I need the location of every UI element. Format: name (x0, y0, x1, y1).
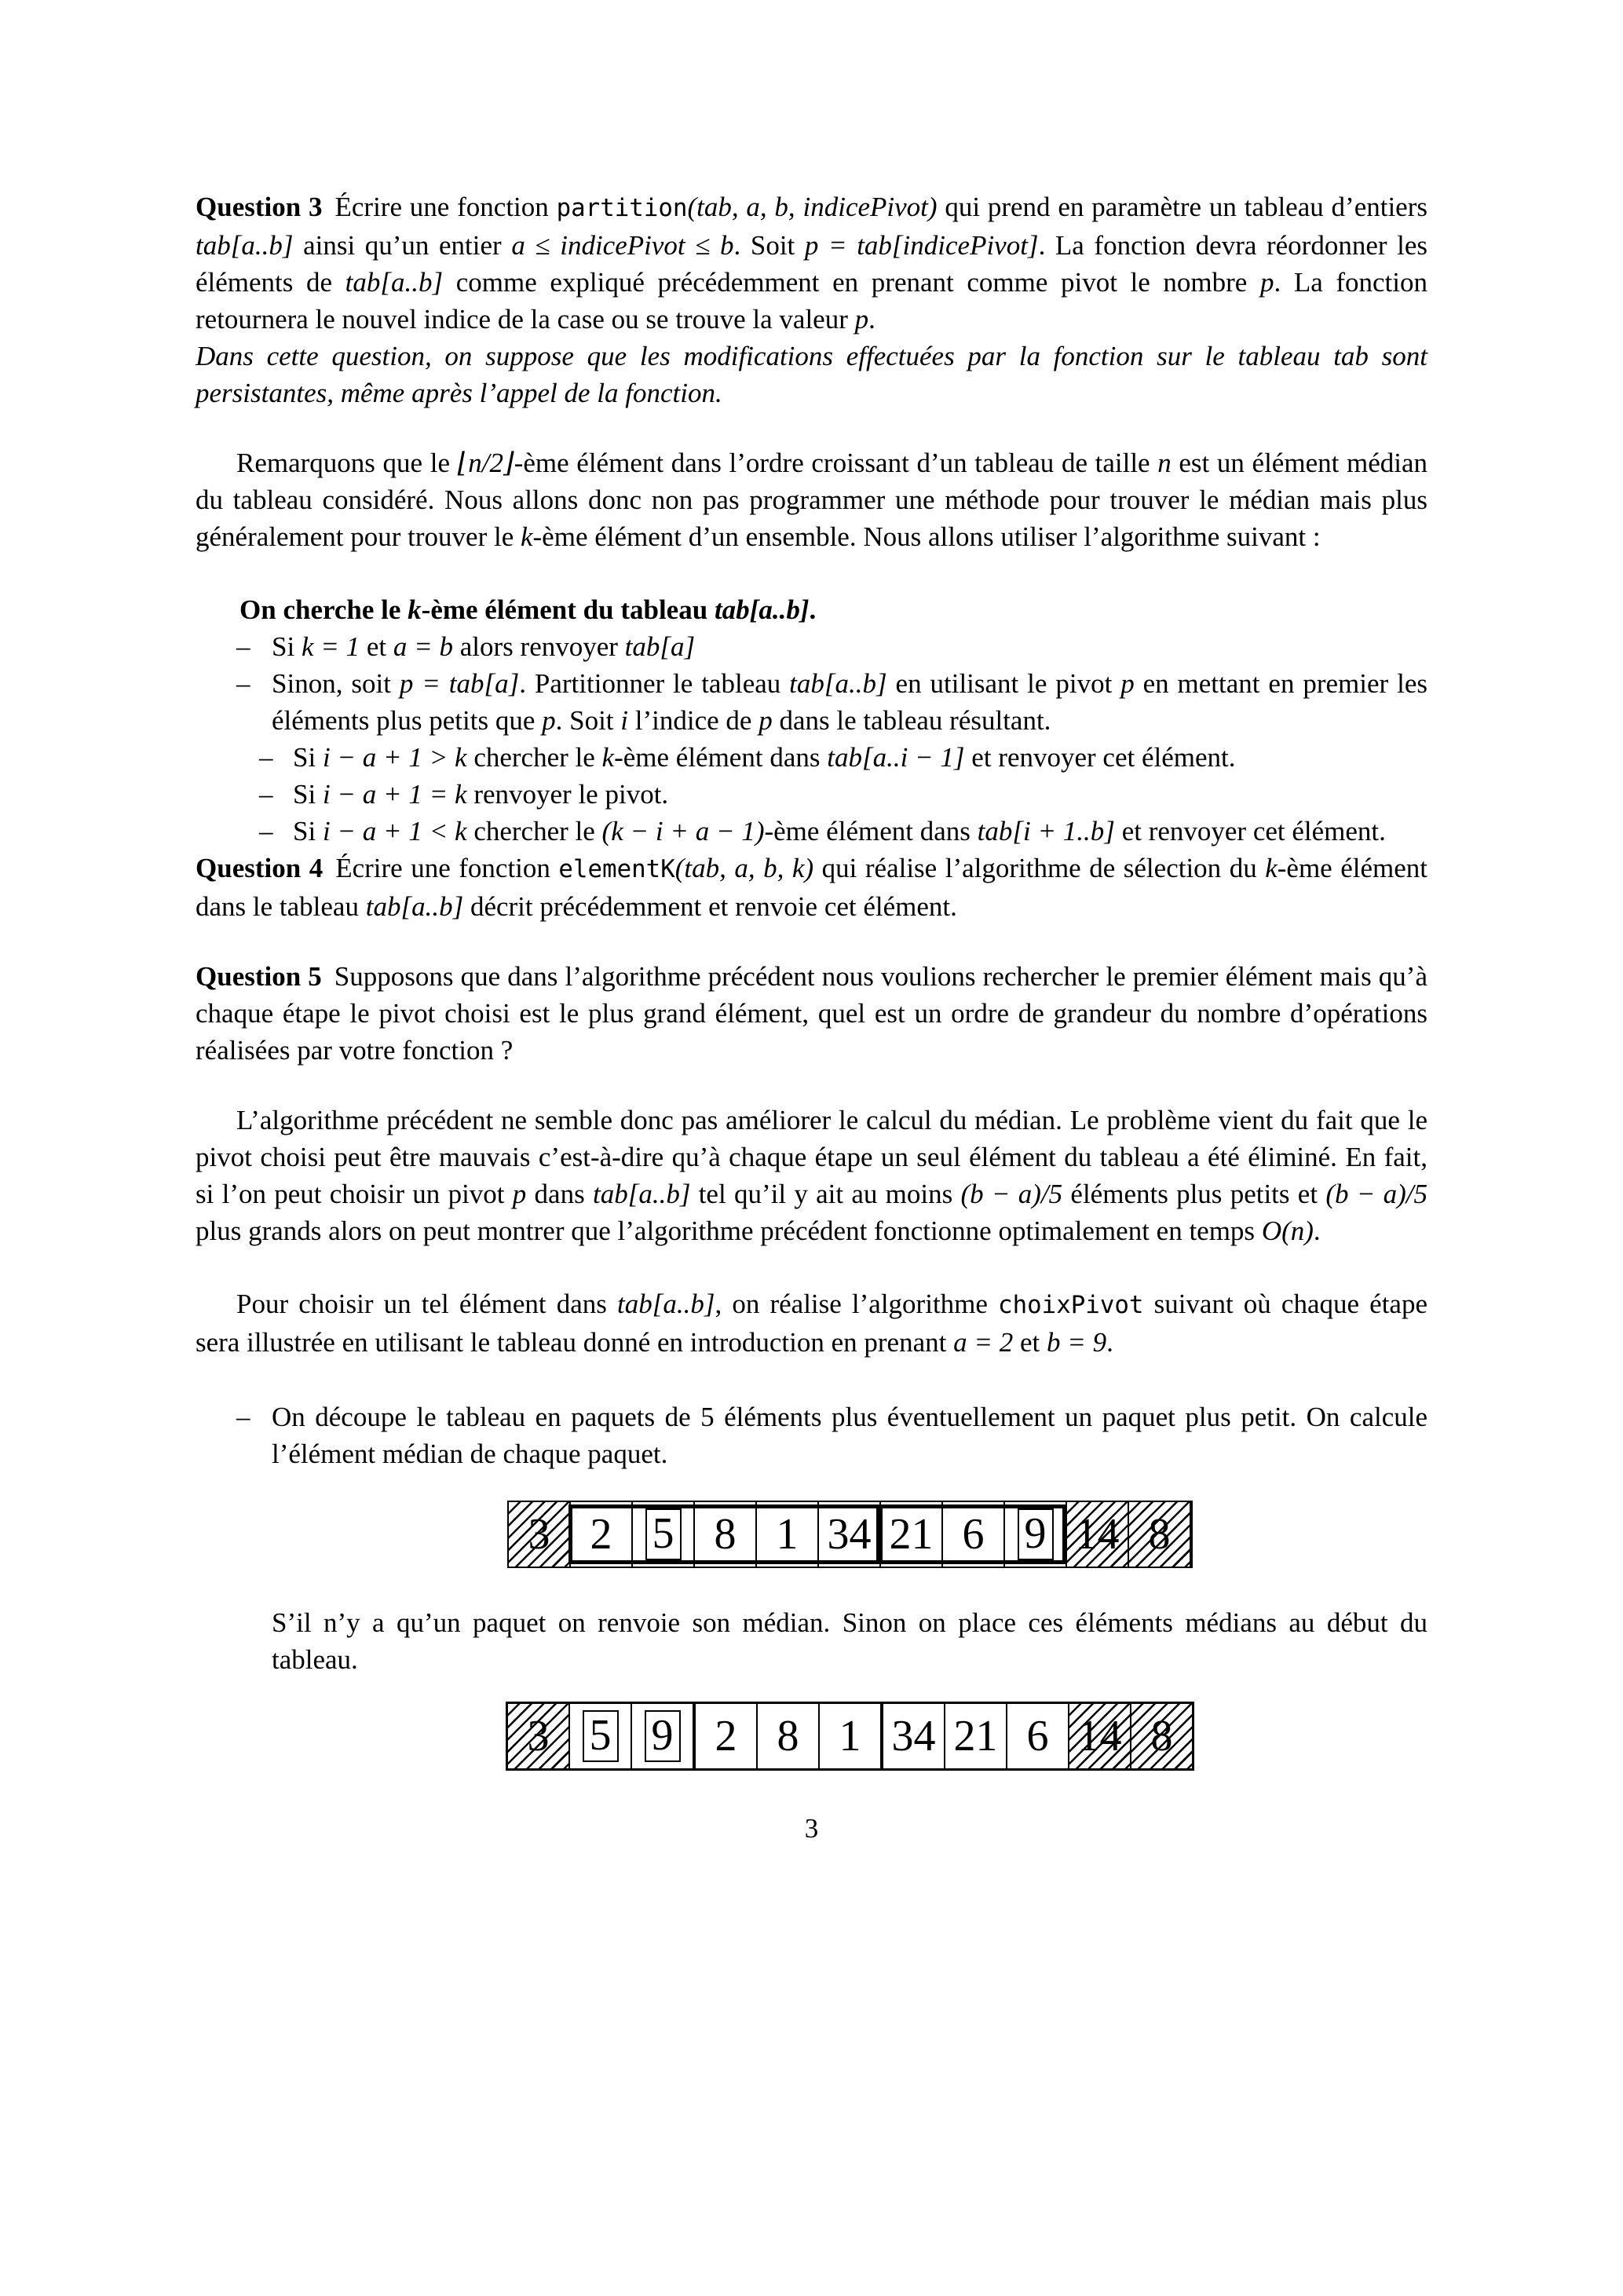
cell-value-boxed: 5 (583, 1710, 619, 1762)
text-segment: tab[a..b] (592, 1179, 691, 1209)
text-segment: Sinon, soit (272, 668, 400, 699)
text-segment: comme expliqué précédemment en prenant comme pivot le nombre (443, 267, 1260, 298)
text-segment: On cherche le (239, 594, 408, 625)
question-5-label (196, 961, 322, 992)
table-cell (570, 1704, 632, 1768)
table-cell-hatched (1131, 1704, 1192, 1768)
text-segment: et (1013, 1327, 1047, 1358)
text-segment: p (512, 1179, 527, 1209)
dash-marker: – (236, 668, 250, 699)
text-segment: en utilisant le pivot (886, 668, 1121, 699)
text-segment: ainsi qu’un entier (293, 230, 512, 261)
table-cell-hatched (1067, 1502, 1129, 1567)
figure-1-table (507, 1501, 1193, 1568)
text-segment: . La fonction devra réordonner les éléments de (196, 230, 1428, 298)
text-segment: qui prend en paramètre un tableau d’entiers (937, 192, 1427, 222)
algorithm-heading (196, 591, 1427, 628)
text-segment: p (854, 304, 869, 335)
table-cell (945, 1704, 1007, 1768)
text-segment: renvoyer le pivot. (466, 779, 669, 810)
text-segment: O(n) (1261, 1216, 1314, 1246)
algorithm-step-1 (196, 628, 1427, 665)
text-segment: p (1120, 668, 1135, 699)
cell-value: 8 (777, 1712, 799, 1760)
cell-value: 34 (827, 1510, 872, 1559)
algorithm-step-2a-text (293, 742, 1236, 773)
decoupe-list-item (196, 1398, 1427, 1472)
decoupe-list-item-text (272, 1402, 1427, 1469)
text-segment: p (758, 705, 773, 736)
text-segment: b = 9 (1047, 1327, 1107, 1358)
text-segment: (k − i + a − 1) (601, 816, 765, 846)
text-segment: Question 5 (196, 961, 322, 992)
text-segment: alors renvoyer (453, 631, 625, 662)
table-cell (695, 1502, 757, 1567)
dash-marker: – (236, 1402, 250, 1432)
text-segment: Écrire une fonction (335, 853, 559, 883)
text-segment: a = 2 (953, 1327, 1014, 1358)
choixpivot-paragraph (196, 1285, 1427, 1361)
question-4-body (196, 853, 1427, 922)
dash-marker: – (259, 816, 273, 846)
text-segment: sont persistantes, même après l’appel de la fonction. (196, 341, 1427, 408)
text-segment: Dans cette question, on suppose que les modifications effectuées par la fonction sur le tableau (196, 341, 1334, 371)
text-segment: a = b (393, 631, 453, 662)
text-segment: suivant où chaque étape sera illustrée en utilisant le tableau donné en introduction en prenant (196, 1289, 1427, 1358)
cell-value-boxed: 5 (645, 1508, 682, 1560)
text-segment: (tab, a, b, indicePivot) (687, 192, 938, 222)
text-segment: . (809, 594, 817, 625)
cell-value: 1 (776, 1510, 799, 1559)
cell-value: 3 (528, 1510, 550, 1559)
text-segment: k (408, 594, 422, 625)
text-segment: tab[a..b] (789, 668, 887, 699)
text-segment: . (868, 304, 875, 335)
text-segment: décrit précédemment et renvoie cet élément. (463, 891, 957, 922)
text-segment: Si (293, 742, 323, 773)
question-3-label (196, 192, 323, 222)
dash-marker: – (236, 631, 250, 662)
text-segment: Si (293, 779, 323, 810)
cell-value: 6 (1026, 1712, 1049, 1760)
text-segment: p (542, 705, 556, 736)
text-segment: (b − a)/5 (960, 1179, 1063, 1209)
text-segment: éléments plus petits et (1062, 1179, 1326, 1209)
table-cell (819, 1502, 881, 1567)
cell-value: 21 (953, 1712, 998, 1760)
figure-2 (234, 1702, 1466, 1771)
text-segment: (b − a)/5 (1325, 1179, 1427, 1209)
table-cell (696, 1704, 758, 1768)
figure-2-table (506, 1702, 1194, 1771)
text-segment: i (620, 705, 629, 736)
text-segment: Supposons que dans l’algorithme précédent nous voulions rechercher le premier élément mais qu’à chaque étape le pivot choisi est le plus grand élément, quel est un ordre de grandeur du nombre d’opérations réalisées par votre fonction ? (196, 961, 1427, 1066)
text-segment: (tab, a, b, k) (674, 853, 814, 883)
cell-value: 34 (891, 1712, 936, 1760)
text-segment: a ≤ indicePivot ≤ b (511, 230, 734, 261)
text-segment: Si (293, 816, 323, 846)
text-segment: elementK (558, 855, 675, 883)
table-cell-hatched (508, 1704, 570, 1768)
text-segment: k (1265, 853, 1278, 883)
text-segment: dans (526, 1179, 593, 1209)
table-cell (757, 1502, 819, 1567)
algorithm-step-1-text (272, 631, 695, 662)
dash-marker: – (259, 779, 273, 810)
cell-value-boxed: 9 (645, 1710, 681, 1762)
text-segment: -ème élément dans l’ordre croissant d’un tableau de taille (514, 448, 1158, 478)
page-number: 3 (804, 1813, 819, 1844)
question-4-label (196, 853, 323, 883)
text-segment: -ème élément du tableau (421, 594, 715, 625)
text-segment: tab[a..b] (714, 594, 810, 625)
text-segment: . Soit (555, 705, 621, 736)
cell-value-boxed: 9 (1018, 1508, 1054, 1560)
algorithm-step-2a (196, 739, 1427, 776)
table-cell (1005, 1502, 1067, 1567)
algorithm-step-2b-text (293, 779, 668, 810)
text-segment: tel qu’il y ait au moins (690, 1179, 961, 1209)
table-cell (881, 1502, 943, 1567)
cell-value: 8 (1150, 1712, 1173, 1760)
text-segment: L’algorithme précédent ne semble donc pas améliorer le calcul du médian. Le problème vient du fait que le pivot choisi peut être mauvais c’est-à-dire qu’à chaque étape un seul élément du tableau a été éliminé. En fait, si l’on peut choisir un pivot (196, 1105, 1427, 1209)
question-3-paragraph (196, 188, 1427, 338)
cell-value: 6 (962, 1510, 985, 1559)
text-segment: k (520, 521, 533, 552)
cell-value: 1 (839, 1712, 861, 1760)
table-cell (758, 1704, 820, 1768)
text-segment: k = 1 (301, 631, 360, 662)
text-segment: p (1259, 267, 1274, 298)
text-segment: , on réalise l’algorithme (715, 1289, 999, 1319)
text-segment: -ème élément dans (764, 816, 978, 846)
text-segment: On découpe le tableau en paquets de 5 éléments plus éventuellement un paquet plus petit. On calcule l’élément médian de chaque paquet. (272, 1402, 1427, 1469)
text-segment: tab[a..b] (365, 891, 464, 922)
text-segment: k (601, 742, 615, 773)
text-segment: et (360, 631, 393, 662)
remark-paragraph (196, 444, 1427, 555)
figure-1 (234, 1501, 1466, 1568)
cell-value: 2 (590, 1510, 612, 1559)
table-cell (1007, 1704, 1069, 1768)
text-segment: choixPivot (998, 1291, 1144, 1319)
text-segment: l’indice de (628, 705, 759, 736)
text-segment: chercher le (466, 742, 602, 773)
median-placement-paragraph (196, 1604, 1427, 1678)
text-segment: ⌊n/2⌋ (457, 448, 514, 478)
median-discussion-paragraph (196, 1102, 1427, 1249)
cell-value: 14 (1077, 1712, 1122, 1760)
text-segment: p = tab[a] (399, 668, 520, 699)
text-segment: et renvoyer cet élément. (964, 742, 1236, 773)
algorithm-block (196, 591, 1427, 850)
algorithm-step-2b (196, 776, 1427, 813)
text-segment: tab[a] (624, 631, 696, 662)
text-segment: i − a + 1 > k (322, 742, 467, 773)
text-segment: i − a + 1 < k (322, 816, 467, 846)
question-4-paragraph (196, 850, 1427, 925)
text-segment: tab[a..b] (345, 267, 444, 298)
text-segment: plus grands alors on peut montrer que l’algorithme précédent fonctionne optimalement en temps (196, 1216, 1262, 1246)
text-segment: . Partitionner le tableau (519, 668, 790, 699)
text-segment: n (1157, 448, 1172, 478)
question-5-paragraph (196, 958, 1427, 1069)
table-cell (943, 1502, 1005, 1567)
cell-value: 14 (1075, 1510, 1120, 1559)
text-segment: -ème élément dans (614, 742, 828, 773)
table-cell (632, 1704, 696, 1768)
dash-marker: – (259, 742, 273, 773)
table-cell (633, 1502, 695, 1567)
text-segment: -ème élément dans le tableau (196, 853, 1428, 922)
cell-value: 2 (715, 1712, 737, 1760)
text-segment: en mettant en premier les éléments plus petits que (272, 668, 1427, 736)
text-segment: . La fonction retournera le nouvel indice de la case ou se trouve la valeur (196, 267, 1427, 335)
text-segment: tab[a..i − 1] (827, 742, 965, 773)
text-segment: tab[a..b] (196, 230, 294, 261)
cell-value: 21 (889, 1510, 934, 1559)
text-segment: . (1106, 1327, 1113, 1358)
text-segment: Pour choisir un tel élément dans (236, 1289, 618, 1319)
question-3-body (196, 192, 1427, 335)
text-segment: Si (272, 631, 302, 662)
text-segment: tab[a..b] (617, 1289, 715, 1319)
text-segment: Question 4 (196, 853, 324, 883)
text-segment: partition (556, 194, 688, 222)
algorithm-step-2c-text (293, 816, 1386, 846)
table-cell-hatched (509, 1502, 571, 1567)
text-segment: i − a + 1 = k (322, 779, 467, 810)
cell-value: 3 (527, 1712, 550, 1760)
text-segment: Écrire une fonction (334, 192, 557, 222)
algorithm-step-2 (196, 665, 1427, 739)
table-cell (820, 1704, 883, 1768)
text-segment: p = tab[indicePivot] (804, 230, 1039, 261)
text-segment: et renvoyer cet élément. (1114, 816, 1386, 846)
cell-value: 8 (1148, 1510, 1171, 1559)
table-cell (883, 1704, 945, 1768)
text-segment: . Soit (733, 230, 805, 261)
text-segment: . (1313, 1216, 1321, 1246)
algorithm-step-2-text (272, 668, 1427, 736)
text-segment: -ème élément d’un ensemble. Nous allons utiliser l’algorithme suivant : (532, 521, 1321, 552)
algorithm-step-2c (196, 813, 1427, 850)
table-cell (571, 1502, 633, 1567)
table-cell-hatched (1069, 1704, 1131, 1768)
question-5-body (196, 961, 1427, 1066)
question-3-note (196, 338, 1427, 411)
text-segment: dans le tableau résultant. (772, 705, 1051, 736)
text-segment: tab (1333, 341, 1369, 371)
text-segment: tab[i + 1..b] (977, 816, 1115, 846)
text-segment: S’il n’y a qu’un paquet on renvoie son médian. Sinon on place ces éléments médians au début du tableau. (272, 1607, 1427, 1675)
text-segment: est un élément médian du tableau considéré. Nous allons donc non pas programmer une méthode pour trouver le médian mais plus généralement pour trouver le (196, 448, 1427, 552)
text-segment: Remarquons que le (236, 448, 458, 478)
table-cell-hatched (1129, 1502, 1191, 1567)
text-segment: chercher le (466, 816, 602, 846)
text-segment: qui réalise l’algorithme de sélection du (813, 853, 1266, 883)
text-segment: Question 3 (196, 192, 323, 222)
cell-value: 8 (714, 1510, 737, 1559)
